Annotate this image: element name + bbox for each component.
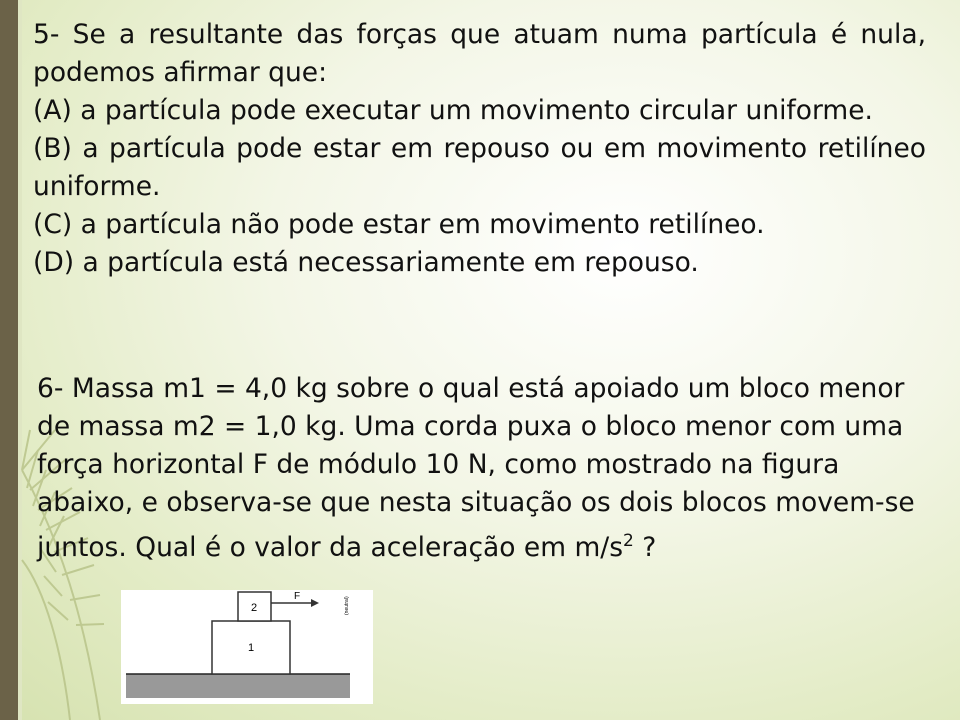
question-6	[37, 370, 937, 567]
question-6-suffix: ?	[633, 531, 657, 563]
side-bar-stripe	[18, 0, 22, 720]
question-5-stem: 5- Se a resultante das forças que atuam numa partícula é nula, podemos afirmar que:	[33, 19, 926, 88]
blocks-figure	[121, 590, 373, 704]
side-label: (neutral)	[344, 596, 350, 615]
block-1-label: 1	[247, 642, 255, 654]
blocks-diagram	[121, 590, 373, 704]
option-b: (B) a partícula pode estar em repouso ou em movimento retilíneo uniforme.	[33, 133, 926, 202]
side-bar	[0, 0, 18, 720]
option-d: (D) a partícula está necessariamente em repouso.	[33, 247, 699, 278]
force-label: F	[294, 591, 301, 602]
option-a: (A) a partícula pode executar um movimento circular uniforme.	[33, 95, 873, 126]
option-c: (C) a partícula não pode estar em movimento retilíneo.	[33, 209, 765, 240]
question-6-superscript: 2	[623, 531, 634, 551]
question-6-text: 6- Massa m1 = 4,0 kg sobre o qual está apoiado um bloco menor de massa m2 = 1,0 kg. Uma corda puxa o bloco menor com uma força horizontal F de módulo 10 N, como mostrado na figura abaixo, e observa-se que nesta situação os dois blocos movem-se juntos. Qual é o valor da aceleração em m/s	[37, 373, 915, 563]
block-2-label: 2	[250, 602, 258, 614]
question-5	[33, 16, 926, 282]
force-arrowhead	[311, 599, 319, 607]
floor-surface	[126, 674, 350, 698]
